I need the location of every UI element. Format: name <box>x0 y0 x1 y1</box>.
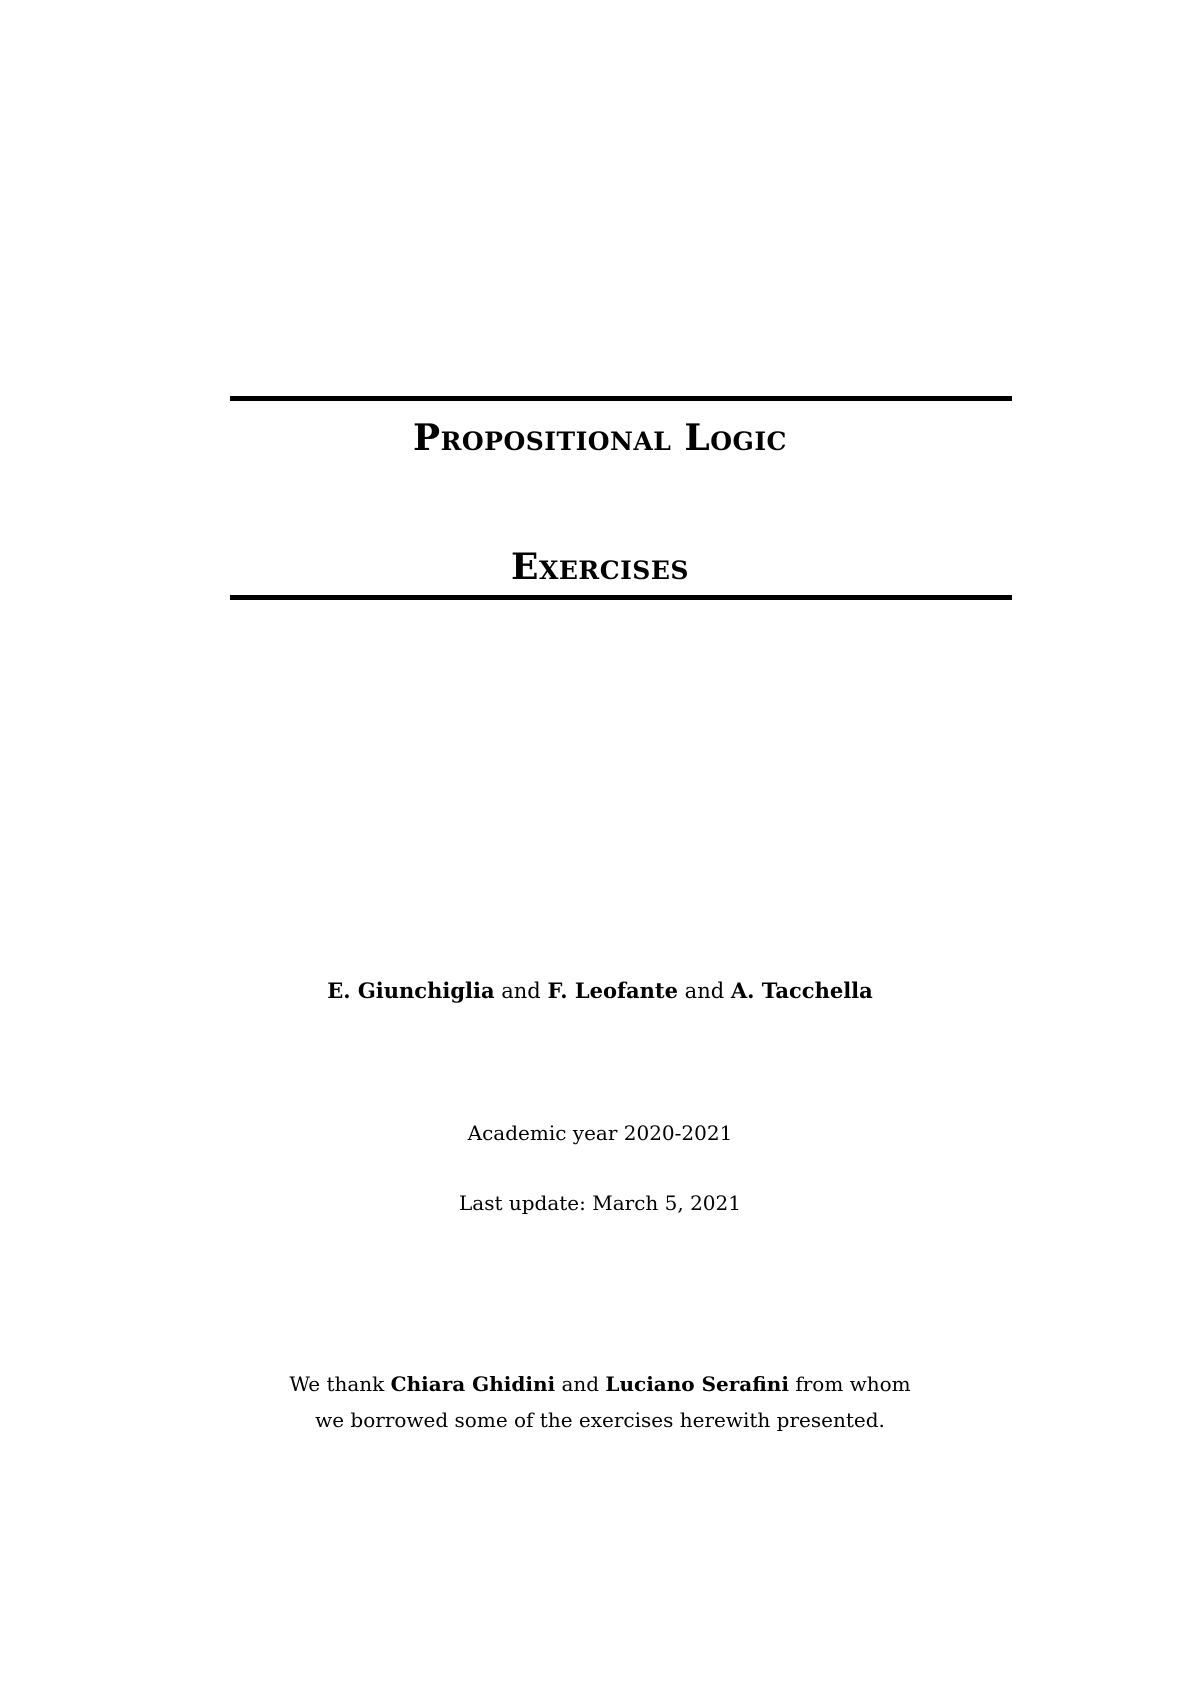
author-2: F. Leofante <box>547 978 678 1003</box>
last-update: Last update: March 5, 2021 <box>459 1191 741 1215</box>
acknowledgement-prefix: We thank <box>289 1372 385 1396</box>
acknowledgement-suffix: from whom <box>795 1372 911 1396</box>
authors-line <box>0 978 1200 1004</box>
acknowledged-person-1: Chiara Ghidini <box>390 1372 556 1396</box>
author-3: A. Tacchella <box>730 978 873 1003</box>
acknowledged-person-2: Luciano Serafini <box>605 1372 789 1396</box>
author-separator-2: and <box>684 979 725 1003</box>
title-top-rule <box>230 396 1012 401</box>
acknowledgement-line-1 <box>0 1372 1200 1396</box>
author-1: E. Giunchiglia <box>327 978 495 1003</box>
title-line-2: Exercises <box>511 546 689 588</box>
acknowledgement-conjunction: and <box>561 1372 600 1396</box>
author-separator-1: and <box>501 979 541 1003</box>
acknowledgement-line-2: we borrowed some of the exercises herewith presented. <box>315 1408 885 1432</box>
title-bottom-rule <box>230 595 1012 600</box>
academic-year: Academic year 2020-2021 <box>467 1121 733 1145</box>
title-line-1: Propositional Logic <box>413 417 787 459</box>
